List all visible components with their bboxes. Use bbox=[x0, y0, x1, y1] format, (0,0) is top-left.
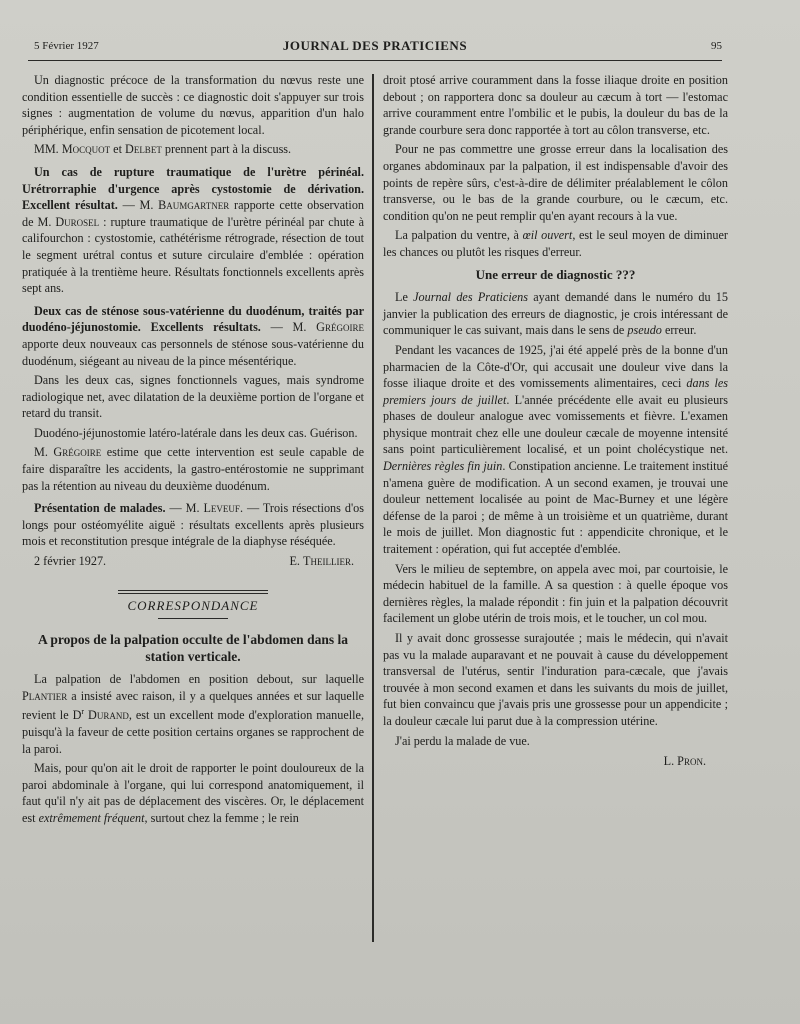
paragraph-duodenum-cure: Duodéno-jéjunostomie latéro-latérale dans les deux cas. Guérison. bbox=[34, 425, 358, 440]
section-duodenum-title: Deux cas de sténose sous-vatérienne du duodénum, traités par duodéno-jéjunostomie. Excellents résultats. bbox=[22, 303, 364, 335]
header-date: 5 Février 1927 bbox=[34, 40, 99, 52]
paragraph-case-history: Pendant les vacances de 1925, j'ai été appelé près de la bonne d'un pharmacien de la Côte-d'Or, qui accusait une douleur vive dans la fosse iliaque droite et des vomissements alimentaires, ceci dans les premiers jours de juillet. L'année précédente elle avait eu plusieurs phases de douleur analogue avec vomissements et fièvre. L'examen physique montrait chez elle une douleur cæcale de moyenne intensité sans point particulièrement localisé, et un point cholécystique net. Dernières règles fin juin. Constipation ancienne. Le traitement institué n'amena guère de modification. A un second examen, je trouvai une douleur nettement localisée au point de Mac-Burney et une légère défense de la paroi ; de même à un troisième et un quatrième, durant le mois de juillet. Mon diagnostic fut : appendicite chronique, et le traitement : opération, qui fut acceptée d'emblée. bbox=[383, 342, 729, 557]
column-divider bbox=[372, 74, 374, 942]
page-number: 95 bbox=[711, 40, 722, 52]
left-column bbox=[22, 72, 364, 830]
section-malades: Présentation de malades. — M. Leveuf. — Trois résections d'os longs pour ostéomyélite aiguë : résultats excellents après plusieurs mois et reconstitution presque intégrale de la diaphyse réséquée. bbox=[22, 501, 364, 549]
paragraph-discussion: MM. Mocquot et Delbet prennent part à la discuss. bbox=[34, 142, 292, 157]
paragraph-duodenum-signs: Dans les deux cas, signes fonctionnels vagues, mais syndrome radiologique net, avec dilatation de la deuxième portion de l'organe et retard du transit. bbox=[22, 373, 364, 421]
paragraph-palpation-warning: Mais, pour qu'on ait le droit de rapporter le point douloureux de la paroi abdominale à l'organe, qui lui correspond anatomiquement, il faut qu'il n'y ait pas de déplacement des viscères. Or, le déplacement est extrêmement fréquent, surtout chez la femme ; le rein bbox=[22, 761, 364, 826]
article-title-palpation: A propos de la palpation occulte de l'abdomen dans la station verticale. bbox=[38, 632, 348, 665]
paragraph-palpation-intro: La palpation de l'abdomen en position debout, sur laquelle Plantier a insisté avec raison, il y a quelques années et sur laquelle revient le $D^r$ Durand, est un excellent mode d'exploration manuelle, puisqu'à la faveur de cette position certains organes se rapprochent de la paroi. bbox=[22, 672, 365, 756]
paragraph-final: J'ai perdu la malade de vue. bbox=[395, 733, 530, 748]
article-title-erreur: Une erreur de diagnostic ??? bbox=[475, 266, 636, 282]
section-urethre: Un cas de rupture traumatique de l'urètre périnéal. Urétrorraphie d'urgence après cystostomie de dérivation. Excellent résultat. — M. Baumgartner rapporte cette observation de M. Durosel : rupture traumatique de l'urètre périnéal par chute à califourchon : cystostomie, cathétérisme rétrograde, résection de tout le segment urétral contus et suture circulaire d'emblée : opération pratiquée à la trentième heure. Résultats fonctionnels excellents après sept ans. bbox=[22, 164, 365, 296]
paragraph-grossesse: Il y avait donc grossesse surajoutée ; mais le médecin, qui n'avait pas vu la malade auparavant et ne pouvait à cause du développement transversal de l'utérus, sentir l'induration para-cæcale, que j'avais trouvée à mon second examen et dans les suivants du mois de juillet, fut bien convaincu que j'avais pris une grossesse pour un appendicite ; la douleur cæcale lui parut due à la compression utérine. bbox=[383, 631, 728, 728]
paragraph-continuation: droit ptosé arrive couramment dans la fosse iliaque droite en position debout ; on rapportera donc sa douleur au cæcum à tort — l'estomac arrive couramment entre l'ombilic et le pubis, la douleur du bas de la grande courbure sera donc rapportée à tort au côlon transverse, etc. bbox=[383, 73, 728, 137]
report-author: E. Theillier. bbox=[289, 554, 354, 569]
article-signature: L. Pron. bbox=[663, 754, 706, 769]
running-header bbox=[28, 38, 722, 61]
ornamental-rule bbox=[118, 590, 268, 594]
section-duodenum: Deux cas de sténose sous-vatérienne du duodénum, traités par duodéno-jéjunostomie. Excellents résultats. — M. Grégoire apporte deux nouveaux cas personnels de sténose sous-vatérienne du duodénum, siégeant au niveau de la pince mésentérique. bbox=[22, 303, 364, 368]
section-malades-title: Présentation de malades. bbox=[34, 501, 166, 516]
paragraph-september: Vers le milieu de septembre, on appela avec moi, par courtoisie, le médecin habituel de la famille. A sa question : à quelle époque vos dernières règles, la malade répondit : fin juin et la palpation découvrit facilement un globe utérin de trois mois, et le toucher, un col mou. bbox=[383, 561, 728, 626]
journal-title: JOURNAL DES PRATICIENS bbox=[282, 38, 468, 53]
paragraph-erreur-intro: Le Journal des Praticiens ayant demandé dans le numéro du 15 janvier la publication des erreurs de diagnostic, je crois intéressant de communiquer le cas suivant, mais dans le sens de pseudo erreur. bbox=[383, 290, 728, 338]
paragraph-naevus: Un diagnostic précoce de la transformation du nœvus reste une condition essentielle de succès : ce diagnostic doit s'appuyer sur trois signes : augmentation de volume du nœvus, apparition d'un halo périphérique, enfin sensation de picotement local. bbox=[22, 73, 364, 137]
paragraph-oeil-ouvert: La palpation du ventre, à œil ouvert, est le seul moyen de diminuer les chances ou plutôt les risques d'erreur. bbox=[383, 228, 728, 259]
report-date: 2 février 1927. bbox=[34, 554, 107, 569]
ornamental-rule-short bbox=[158, 618, 228, 619]
section-urethre-title: Un cas de rupture traumatique de l'urètre périnéal. Urétrorraphie d'urgence après cystostomie de dérivation. Excellent résultat. bbox=[22, 164, 364, 213]
paragraph-duodenum-opinion: M. Grégoire estime que cette intervention est seule capable de faire disparaître les accidents, la gastro-entérostomie ne supprimant pas la rétention au niveau du deuxième duodénum. bbox=[22, 445, 364, 493]
report-signature bbox=[22, 553, 364, 570]
paragraph-localisation: Pour ne pas commettre une grosse erreur dans la localisation des organes abdominaux par la palpation, il est indispensable d'avoir des points de repère sûrs, c'est-à-dire de délimiter préalablement le côlon transverse, ou le bas de la grande courbure, ou le cæcum, etc. condition qu'on ne peut remplir qu'en ayant recours à la vue. bbox=[383, 142, 728, 223]
right-column bbox=[383, 72, 728, 770]
section-heading-correspondance: CORRESPONDANCE bbox=[127, 597, 259, 613]
